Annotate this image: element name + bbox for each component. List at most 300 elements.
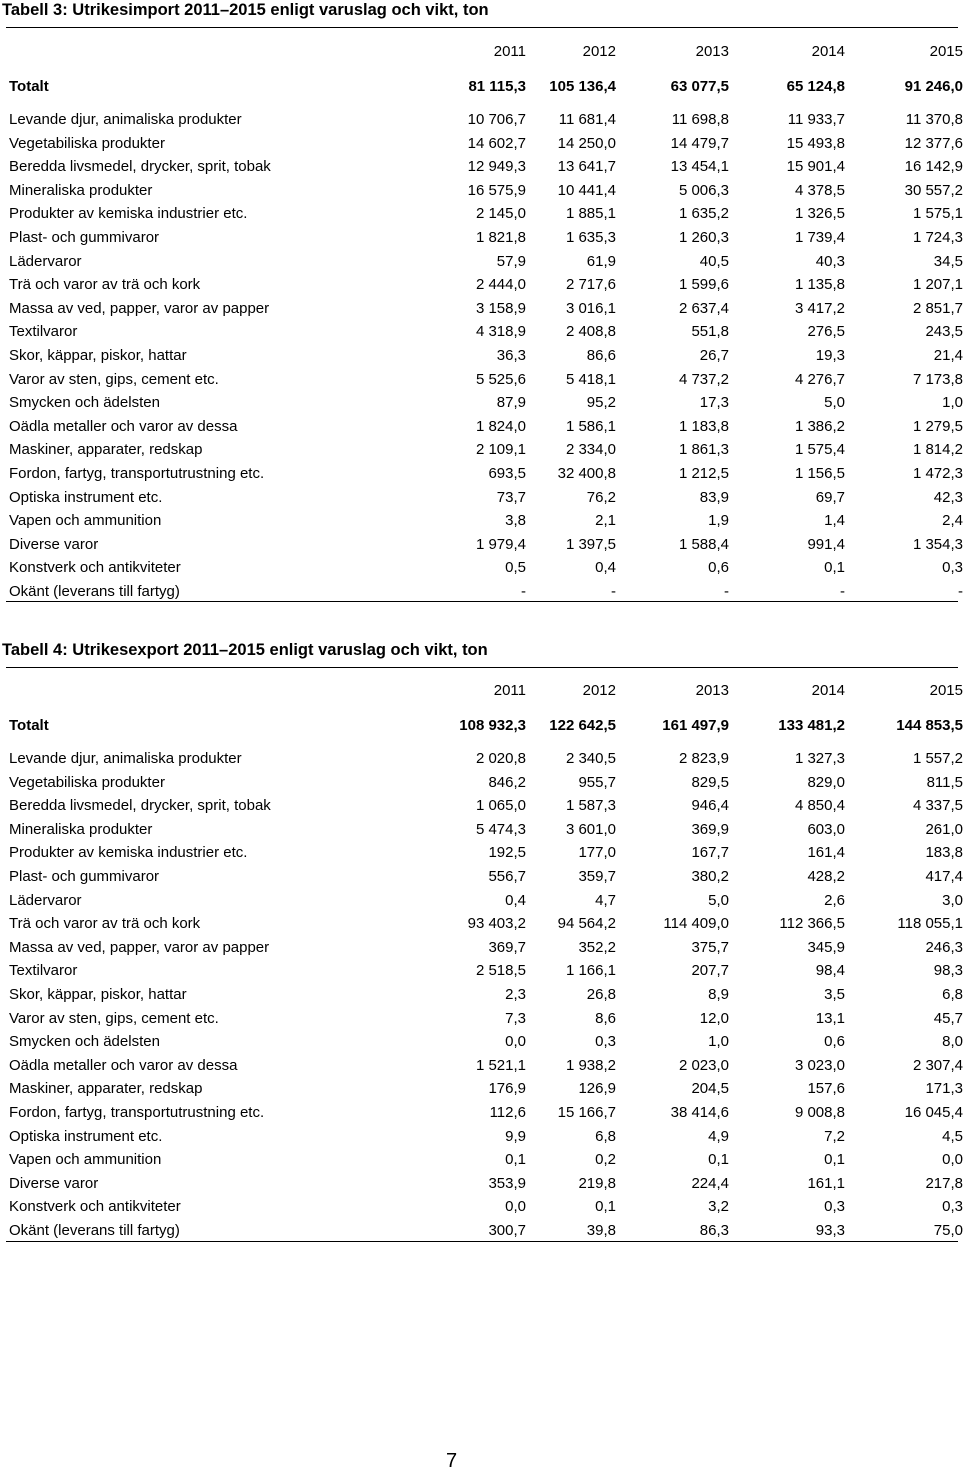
row-label: Maskiner, apparater, redskap	[9, 1080, 203, 1098]
cell-value: 16 575,9	[467, 181, 526, 199]
table-row	[6, 866, 963, 888]
row-label: Totalt	[9, 717, 49, 734]
cell-value: 1 156,5	[794, 465, 845, 482]
cell-value: 9,9	[505, 1127, 526, 1145]
cell-value: 3 158,9	[475, 299, 526, 317]
cell-value: 5 418,1	[565, 370, 616, 388]
table-row	[6, 1126, 963, 1148]
cell-value: 157,6	[807, 1080, 845, 1098]
cell-value: 11 698,8	[671, 111, 729, 128]
cell-value: 955,7	[578, 773, 616, 791]
cell-value: 2,6	[824, 891, 845, 909]
cell-value: 2 637,4	[678, 299, 729, 317]
cell-value: 991,4	[807, 535, 845, 553]
cell-value: 5 474,3	[475, 820, 526, 838]
table-row	[6, 274, 963, 296]
cell-value: 3,2	[708, 1198, 729, 1216]
year-header: 2013	[695, 43, 729, 60]
row-label: Vegetabiliska produkter	[9, 134, 165, 152]
row-label: Okänt (leverans till fartyg)	[9, 1222, 180, 1239]
cell-value: 11 933,7	[787, 111, 845, 128]
cell-value: 4 850,4	[794, 797, 845, 815]
table-row	[6, 133, 963, 155]
cell-value: 61,9	[586, 252, 616, 270]
table-row	[6, 795, 963, 817]
cell-value: 2 518,5	[475, 962, 526, 980]
year-header: 2011	[493, 43, 526, 60]
cell-value: 30 557,2	[904, 181, 963, 199]
cell-value: 1 599,6	[678, 276, 729, 294]
row-label: Lädervaror	[9, 891, 82, 909]
cell-value: 5 525,6	[475, 370, 526, 388]
cell-value: -	[611, 583, 616, 600]
cell-value: 16 142,9	[904, 158, 963, 176]
cell-value: 0,3	[942, 1198, 963, 1216]
row-label: Beredda livsmedel, drycker, sprit, tobak	[9, 158, 271, 176]
cell-value: 2 109,1	[475, 441, 526, 459]
row-label: Skor, käppar, piskor, hattar	[9, 986, 187, 1003]
cell-value: 86,6	[586, 347, 616, 364]
row-label: Textilvaror	[9, 323, 78, 341]
year-header: 2014	[811, 43, 845, 60]
cell-value: 300,7	[488, 1222, 526, 1239]
cell-value: 10 706,7	[467, 111, 526, 128]
cell-value: 98,3	[933, 962, 963, 980]
cell-value: 4,7	[595, 891, 616, 909]
cell-value: 177,0	[578, 844, 616, 862]
year-header: 2011	[493, 682, 526, 699]
table-row	[6, 984, 963, 1006]
cell-value: 1,9	[708, 512, 729, 530]
cell-value: 0,1	[824, 1151, 845, 1169]
table-bottom-rule	[6, 601, 958, 602]
cell-value: 1 557,2	[912, 750, 963, 767]
table-row	[6, 203, 963, 225]
cell-value: 1 821,8	[475, 229, 526, 246]
row-label: Varor av sten, gips, cement etc.	[9, 1009, 219, 1027]
cell-value: 2 851,7	[912, 299, 963, 317]
cell-value: 3 601,0	[565, 820, 616, 838]
cell-value: 57,9	[496, 252, 526, 270]
cell-value: 45,7	[933, 1009, 963, 1027]
cell-value: 1,0	[942, 394, 963, 412]
table-row	[6, 109, 963, 131]
cell-value: 176,9	[488, 1080, 526, 1098]
cell-value: 2 444,0	[475, 276, 526, 294]
cell-value: 0,3	[824, 1198, 845, 1216]
row-label: Textilvaror	[9, 962, 78, 980]
cell-value: 1 814,2	[912, 441, 963, 459]
year-header: 2014	[811, 682, 845, 699]
cell-value: 98,4	[815, 962, 845, 980]
cell-value: 7,2	[824, 1127, 845, 1145]
cell-value: 8,6	[595, 1009, 616, 1027]
cell-value: 276,5	[807, 323, 845, 341]
cell-value: -	[958, 583, 963, 600]
cell-value: 369,9	[691, 820, 729, 838]
cell-value: 2 145,0	[475, 205, 526, 223]
year-header: 2012	[582, 43, 616, 60]
table-3-title: Tabell 3: Utrikesimport 2011–2015 enligt varuslag och vikt, ton	[2, 1, 489, 19]
row-label: Varor av sten, gips, cement etc.	[9, 370, 219, 388]
cell-value: 1 326,5	[794, 205, 845, 223]
cell-value: 3 016,1	[565, 299, 616, 317]
cell-value: 375,7	[691, 938, 729, 956]
cell-value: 946,4	[691, 797, 729, 815]
row-label: Massa av ved, papper, varor av papper	[9, 299, 270, 317]
cell-value: 7 173,8	[912, 370, 963, 388]
cell-value: 243,5	[925, 323, 963, 341]
cell-value: 108 932,3	[459, 717, 526, 734]
cell-value: 417,4	[925, 868, 963, 885]
cell-value: 0,6	[824, 1033, 845, 1051]
row-label: Lädervaror	[9, 252, 82, 270]
cell-value: 126,9	[578, 1080, 616, 1098]
table-row	[6, 937, 963, 959]
cell-value: 40,5	[699, 252, 729, 270]
cell-value: 1 588,4	[678, 535, 729, 553]
row-label: Oädla metaller och varor av dessa	[9, 417, 238, 435]
cell-value: 75,0	[933, 1222, 963, 1239]
year-header-row	[6, 41, 963, 63]
cell-value: 1 635,2	[678, 205, 729, 223]
cell-value: 93,3	[815, 1222, 845, 1239]
cell-value: 144 853,5	[896, 717, 963, 734]
cell-value: 380,2	[691, 868, 729, 885]
cell-value: 13,1	[815, 1009, 845, 1027]
cell-value: 26,8	[586, 986, 616, 1003]
cell-value: 1,4	[824, 512, 845, 530]
row-label: Konstverk och antikviteter	[9, 1198, 181, 1216]
row-label: Produkter av kemiska industrier etc.	[9, 844, 248, 862]
cell-value: 0,2	[595, 1151, 616, 1169]
cell-value: 15 901,4	[786, 158, 845, 176]
year-header: 2015	[929, 43, 963, 60]
cell-value: 133 481,2	[778, 717, 845, 734]
cell-value: 26,7	[699, 347, 729, 364]
cell-value: 93 403,2	[467, 915, 526, 933]
row-label: Beredda livsmedel, drycker, sprit, tobak	[9, 797, 271, 815]
row-label: Mineraliska produkter	[9, 820, 153, 838]
table-row	[6, 913, 963, 935]
cell-value: 17,3	[699, 394, 729, 412]
cell-value: -	[840, 583, 845, 600]
row-label: Produkter av kemiska industrier etc.	[9, 205, 248, 223]
cell-value: 217,8	[925, 1174, 963, 1192]
row-label: Fordon, fartyg, transportutrustning etc.	[9, 465, 265, 482]
cell-value: 0,0	[505, 1033, 526, 1051]
cell-value: 359,7	[578, 868, 616, 885]
cell-value: -	[521, 583, 526, 600]
cell-value: 0,3	[942, 559, 963, 577]
cell-value: 10 441,4	[557, 181, 616, 199]
cell-value: 6,8	[595, 1127, 616, 1145]
cell-value: 65 124,8	[786, 78, 845, 95]
cell-value: 4 318,9	[475, 323, 526, 341]
cell-value: 1 635,3	[565, 229, 616, 246]
cell-value: 4 337,5	[912, 797, 963, 815]
row-label: Levande djur, animaliska produkter	[9, 111, 242, 128]
cell-value: 224,4	[691, 1174, 729, 1192]
cell-value: 3 023,0	[794, 1056, 845, 1074]
table-row	[6, 392, 963, 414]
table-row	[6, 345, 963, 367]
cell-value: 73,7	[496, 488, 526, 506]
cell-value: 1 472,3	[912, 465, 963, 482]
cell-value: 1 065,0	[475, 797, 526, 815]
cell-value: 1 586,1	[565, 417, 616, 435]
cell-value: 1 824,0	[475, 417, 526, 435]
cell-value: 38 414,6	[670, 1104, 729, 1121]
cell-value: 2 020,8	[475, 750, 526, 767]
table-row	[6, 227, 963, 249]
cell-value: 12,0	[699, 1009, 729, 1027]
cell-value: 219,8	[578, 1174, 616, 1192]
cell-value: 34,5	[933, 252, 963, 270]
year-header: 2013	[695, 682, 729, 699]
table-row	[6, 298, 963, 320]
row-label: Maskiner, apparater, redskap	[9, 441, 203, 459]
cell-value: 1 979,4	[475, 535, 526, 553]
cell-value: 183,8	[925, 844, 963, 862]
cell-value: 161 497,9	[662, 717, 729, 734]
cell-value: 161,1	[807, 1174, 845, 1192]
cell-value: 811,5	[926, 773, 963, 791]
row-label: Skor, käppar, piskor, hattar	[9, 347, 187, 364]
cell-value: 2 340,5	[565, 750, 616, 767]
cell-value: 118 055,1	[897, 915, 963, 933]
table-row	[6, 819, 963, 841]
cell-value: 246,3	[925, 938, 963, 956]
cell-value: 0,1	[708, 1151, 729, 1169]
cell-value: 1 279,5	[912, 417, 963, 435]
table-row	[6, 1078, 963, 1100]
cell-value: 846,2	[488, 773, 526, 791]
cell-value: 86,3	[699, 1222, 729, 1239]
row-label: Fordon, fartyg, transportutrustning etc.	[9, 1104, 265, 1121]
table-top-rule	[6, 27, 958, 28]
table-row	[6, 321, 963, 343]
cell-value: 36,3	[496, 347, 526, 364]
table-row	[6, 1031, 963, 1053]
table-row	[6, 1055, 963, 1077]
row-label: Levande djur, animaliska produkter	[9, 750, 242, 767]
cell-value: 1,0	[708, 1033, 729, 1051]
cell-value: 9 008,8	[794, 1104, 845, 1121]
table-row	[6, 581, 963, 603]
cell-value: 0,0	[505, 1198, 526, 1216]
cell-value: 829,0	[807, 773, 845, 791]
cell-value: 556,7	[488, 868, 526, 885]
cell-value: 8,0	[942, 1033, 963, 1051]
cell-value: 353,9	[488, 1174, 526, 1192]
cell-value: 2,1	[595, 512, 616, 530]
cell-value: 2 334,0	[565, 441, 616, 459]
year-header: 2012	[582, 682, 616, 699]
cell-value: 114 409,0	[663, 915, 729, 933]
cell-value: 12 949,3	[467, 158, 526, 176]
cell-value: 15 166,7	[557, 1104, 616, 1121]
cell-value: 0,4	[595, 559, 616, 577]
row-label: Smycken och ädelsten	[9, 394, 160, 412]
cell-value: 1 207,1	[912, 276, 963, 294]
cell-value: 161,4	[807, 844, 845, 862]
table-row	[6, 960, 963, 982]
table-row	[6, 534, 963, 556]
cell-value: 1 587,3	[565, 797, 616, 815]
total-row	[6, 76, 963, 98]
row-label: Vapen och ammunition	[9, 512, 162, 530]
cell-value: 261,0	[925, 820, 963, 838]
cell-value: 12 377,6	[904, 134, 963, 152]
table-row	[6, 748, 963, 770]
cell-value: 3,5	[824, 986, 845, 1003]
table-row	[6, 842, 963, 864]
table-top-rule	[6, 667, 958, 668]
table-4-title: Tabell 4: Utrikesexport 2011–2015 enligt varuslag och vikt, ton	[2, 641, 488, 659]
cell-value: 14 479,7	[670, 134, 729, 152]
cell-value: 1 521,1	[475, 1056, 526, 1074]
cell-value: 2 717,6	[565, 276, 616, 294]
row-label: Smycken och ädelsten	[9, 1033, 160, 1051]
row-label: Diverse varor	[9, 1174, 99, 1192]
table-row	[6, 1102, 963, 1124]
cell-value: 1 938,2	[565, 1056, 616, 1074]
cell-value: 32 400,8	[557, 465, 616, 482]
cell-value: 13 641,7	[557, 158, 616, 176]
cell-value: 91 246,0	[904, 78, 963, 95]
cell-value: 39,8	[586, 1222, 616, 1239]
row-label: Trä och varor av trä och kork	[9, 915, 201, 933]
cell-value: 1 575,4	[794, 441, 845, 459]
page-number: 7	[446, 1450, 458, 1472]
year-header-row	[6, 680, 963, 702]
cell-value: 5,0	[708, 891, 729, 909]
table-row	[6, 369, 963, 391]
table-row	[6, 439, 963, 461]
cell-value: 2,3	[505, 986, 526, 1003]
cell-value: 15 493,8	[786, 134, 845, 152]
row-label: Diverse varor	[9, 535, 99, 553]
row-label: Okänt (leverans till fartyg)	[9, 583, 180, 600]
table-row	[6, 1149, 963, 1171]
row-label: Vapen och ammunition	[9, 1151, 162, 1169]
cell-value: 1 386,2	[794, 417, 845, 435]
cell-value: 0,4	[505, 891, 526, 909]
cell-value: 345,9	[807, 938, 845, 956]
cell-value: 1 212,5	[678, 465, 729, 482]
cell-value: 14 250,0	[557, 134, 616, 152]
table-row	[6, 416, 963, 438]
table-row	[6, 487, 963, 509]
row-label: Optiska instrument etc.	[9, 1127, 163, 1145]
cell-value: 16 045,4	[904, 1104, 963, 1121]
cell-value: 95,2	[586, 394, 616, 412]
cell-value: 6,8	[942, 986, 963, 1003]
cell-value: 1 354,3	[912, 535, 963, 553]
cell-value: 167,7	[691, 844, 729, 862]
cell-value: 0,1	[824, 559, 845, 577]
cell-value: 352,2	[578, 938, 616, 956]
cell-value: 0,5	[505, 559, 526, 577]
cell-value: 122 642,5	[549, 717, 616, 734]
cell-value: 83,9	[699, 488, 729, 506]
cell-value: 551,8	[691, 323, 729, 341]
row-label: Plast- och gummivaror	[9, 868, 160, 885]
cell-value: 1 260,3	[678, 229, 729, 246]
cell-value: 4,5	[942, 1127, 963, 1145]
cell-value: 63 077,5	[670, 78, 729, 95]
table-row	[6, 251, 963, 273]
cell-value: 0,0	[942, 1151, 963, 1169]
cell-value: 1 724,3	[912, 229, 963, 246]
cell-value: 1 575,1	[912, 205, 963, 223]
cell-value: 2 823,9	[678, 750, 729, 767]
cell-value: 428,2	[807, 868, 845, 885]
cell-value: 1 397,5	[565, 535, 616, 553]
cell-value: 112 366,5	[779, 915, 845, 933]
row-label: Vegetabiliska produkter	[9, 773, 165, 791]
table-row	[6, 180, 963, 202]
table-row	[6, 1220, 963, 1242]
cell-value: -	[724, 583, 729, 600]
cell-value: 3,8	[505, 512, 526, 530]
cell-value: 69,7	[815, 488, 845, 506]
cell-value: 21,4	[933, 347, 963, 364]
cell-value: 11 370,8	[905, 111, 963, 128]
cell-value: 76,2	[586, 488, 616, 506]
cell-value: 4 378,5	[794, 181, 845, 199]
cell-value: 11 681,4	[558, 111, 616, 128]
cell-value: 5 006,3	[678, 181, 729, 199]
row-label: Trä och varor av trä och kork	[9, 276, 201, 294]
table-row	[6, 557, 963, 579]
cell-value: 87,9	[496, 394, 526, 412]
cell-value: 105 136,4	[549, 78, 616, 95]
cell-value: 0,6	[708, 559, 729, 577]
total-row	[6, 715, 963, 737]
cell-value: 603,0	[807, 820, 845, 838]
table-row	[6, 772, 963, 794]
table-row	[6, 1196, 963, 1218]
cell-value: 3 417,2	[794, 299, 845, 317]
cell-value: 2 307,4	[912, 1056, 963, 1074]
row-label: Oädla metaller och varor av dessa	[9, 1056, 238, 1074]
year-header: 2015	[929, 682, 963, 699]
row-label: Mineraliska produkter	[9, 181, 153, 199]
cell-value: 40,3	[815, 252, 845, 270]
cell-value: 1 861,3	[678, 441, 729, 459]
table-row	[6, 1008, 963, 1030]
table-bottom-rule	[6, 1241, 958, 1242]
cell-value: 0,3	[595, 1033, 616, 1051]
cell-value: 1 739,4	[794, 229, 845, 246]
cell-value: 192,5	[488, 844, 526, 862]
cell-value: 204,5	[691, 1080, 729, 1098]
cell-value: 369,7	[488, 938, 526, 956]
cell-value: 693,5	[488, 465, 526, 482]
table-row	[6, 156, 963, 178]
cell-value: 0,1	[505, 1151, 526, 1169]
cell-value: 8,9	[708, 986, 729, 1003]
cell-value: 94 564,2	[557, 915, 616, 933]
cell-value: 2 023,0	[678, 1056, 729, 1074]
cell-value: 829,5	[691, 773, 729, 791]
cell-value: 207,7	[691, 962, 729, 980]
row-label: Konstverk och antikviteter	[9, 559, 181, 577]
table-row	[6, 1173, 963, 1195]
cell-value: 1 183,8	[678, 417, 729, 435]
